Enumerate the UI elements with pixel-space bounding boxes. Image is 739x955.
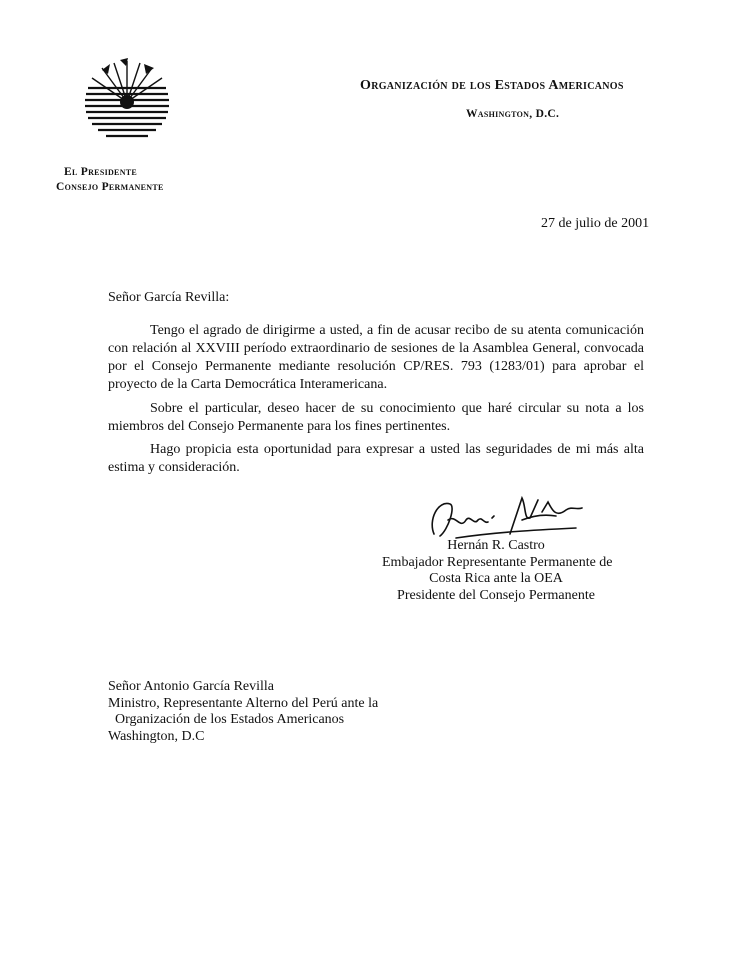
signatory-name: Hernán R. Castro [447,538,545,553]
handwritten-signature [426,490,586,545]
signatory-title-line1: Embajador Representante Permanente de [382,554,613,570]
signatory-title-line2: Costa Rica ante la OEA [429,571,563,586]
body-paragraph-3: Hago propicia esta oportunidad para expresar a usted las seguridades de mi más alta estima y consideración. [108,442,644,475]
organization-city: Washington, D.C. [466,108,560,120]
letter-date: 27 de julio de 2001 [541,216,650,231]
addressee-line4: Washington, D.C [108,728,205,744]
salutation: Señor García Revilla: [108,290,230,305]
addressee-line3: Organización de los Estados Americanos [115,712,345,727]
signature-block [382,538,613,604]
addressee-block [108,679,378,745]
oas-seal-icon [82,58,172,144]
addressee-line2: Ministro, Representante Alterno del Perú ante la [108,695,379,711]
organization-name: Organización de los Estados Americanos [360,78,624,93]
signatory-title-line3: Presidente del Consejo Permanente [397,587,595,603]
office-subtitle: Consejo Permanente [56,181,164,193]
office-title: El Presidente [64,166,138,178]
body-paragraph-2: Sobre el particular, deseo hacer de su conocimiento que haré circular su nota a los miembros del Consejo Permanente para los fines pertinentes. [108,401,644,434]
addressee-name: Señor Antonio García Revilla [108,679,275,694]
body-paragraph-1: Tengo el agrado de dirigirme a usted, a fin de acusar recibo de su atenta comunicación con relación al XXVIII período extraordinario de sesiones de la Asamblea General, convocada por el Consejo Permanente mediante resolución CP/RES. 793 (1283/01) para aprobar el proyecto de la Carta Democrática Interamericana. [108,323,644,392]
